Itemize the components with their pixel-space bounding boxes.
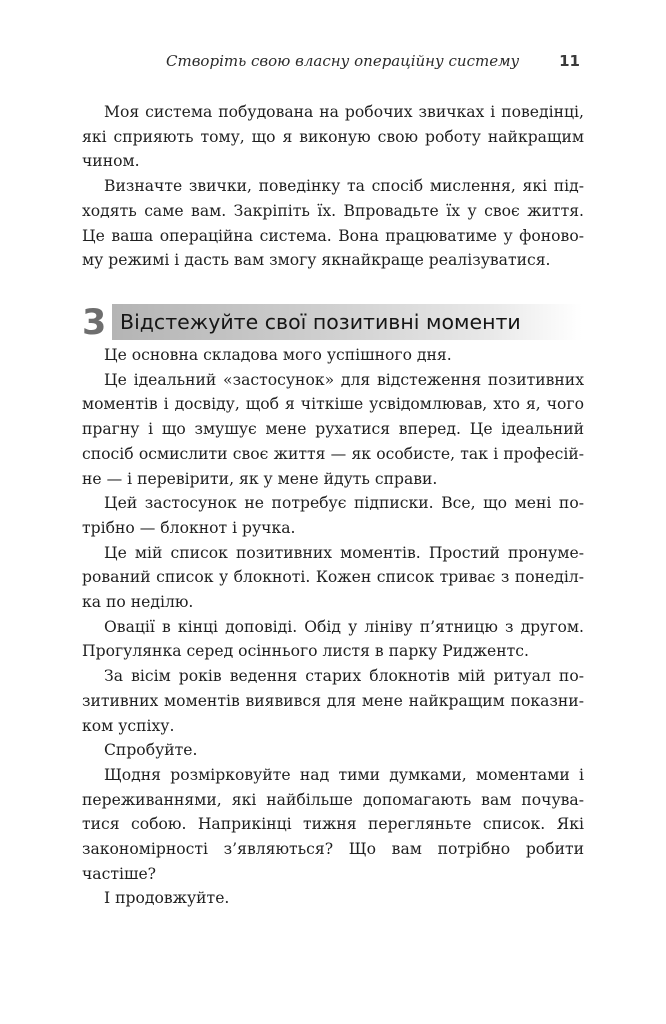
paragraph: Це основна складова мого успішного дня.	[104, 346, 452, 364]
paragraph: Цей застосунок не потребує підписки. Все, що мені потрібно — блокнот і ручка.	[82, 494, 584, 537]
paragraph: За вісім років ведення старих блокнотів мій ритуал позитивних моментів виявився для мене найкращим показником успіху.	[82, 667, 584, 735]
running-head	[82, 52, 582, 76]
paragraph: Це ідеальний «застосунок» для відстеження позитивних моментів і досвіду, щоб я чіткіше усвідомлював, хто я, чого прагну і що змушує мене рухатися вперед. Це ідеальний спосіб осмислити своє життя — як особисте, так і професійне — і перевірити, як у мене йдуть справи.	[82, 370, 584, 488]
section-number: 3	[82, 303, 107, 343]
intro-text	[82, 100, 584, 273]
paragraph: Моя система побудована на робочих звичках і поведінці, які сприяють тому, що я виконую свою роботу найкращим чином.	[82, 103, 584, 171]
running-title: Створіть свою власну операційну систему	[166, 52, 520, 70]
paragraph: Овації в кінці доповіді. Обід у лініву п’ятницю з другом. Прогулянка серед осіннього листя в парку Риджентс.	[82, 617, 584, 661]
paragraph: Щодня розмірковуйте над тими думками, моментами і переживаннями, які найбільше допомагають вам почуватися собою. Наприкінці тижня перегляньте список. Які закономірності з’являються? Що вам потрібно робити частіше?	[82, 765, 584, 883]
paragraph: Це мій список позитивних моментів. Простий пронумерований список у блокноті. Кожен список триває з понеділка по неділю.	[82, 543, 584, 612]
section-text	[82, 343, 584, 911]
paragraph: Спробуйте.	[104, 741, 198, 760]
page-number: 11	[559, 52, 580, 70]
paragraph: І продовжуйте.	[104, 889, 230, 908]
section-heading	[82, 301, 582, 345]
section-title: Відстежуйте свої позитивні моменти	[120, 310, 521, 334]
paragraph: Визначте звички, поведінку та спосіб мислення, які підходять саме вам. Закріпіть їх. Впровадьте їх у своє життя. Це ваша операційна система. Вона працюватиме у фоновому режимі і дасть вам змогу якнайкраще реалізуватися.	[82, 177, 584, 270]
